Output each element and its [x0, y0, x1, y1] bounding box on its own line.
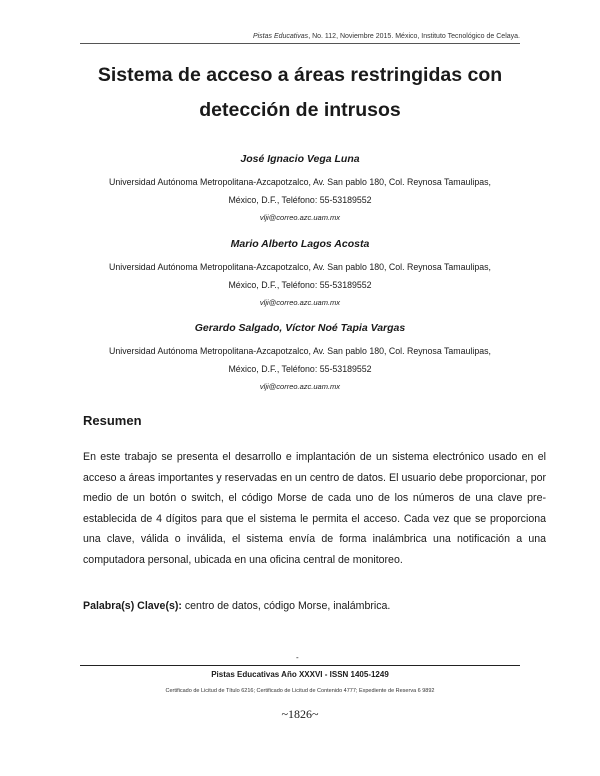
header-journal-name: Pistas Educativas	[252, 33, 309, 40]
author-affiliation-location: México, D.F., Teléfono: 55-53189552	[228, 280, 372, 290]
author-block-3	[60, 321, 540, 394]
author-block-1	[60, 152, 540, 225]
author-email: vlji@correo.azc.uam.mx	[259, 298, 341, 307]
author-email: vlji@correo.azc.uam.mx	[259, 382, 341, 391]
running-header	[80, 33, 520, 44]
author-affiliation-location: México, D.F., Teléfono: 55-53189552	[228, 195, 372, 205]
author-name: Mario Alberto Lagos Acosta	[230, 238, 370, 250]
author-affiliation: Universidad Autónoma Metropolitana-Azcapotzalco, Av. San pablo 180, Col. Reynosa Tamaulipas,	[109, 177, 491, 187]
header-issue-info: , No. 112, Noviembre 2015. México, Instituto Tecnológico de Celaya.	[308, 33, 520, 40]
footer-certificate-line: Certificado de Licitud de Título 6216; Certificado de Licitud de Contenido 4777; Expediente de Reserva 6 9892	[165, 688, 435, 694]
keywords-paragraph	[83, 598, 546, 614]
author-name: José Ignacio Vega Luna	[240, 153, 360, 165]
page-number: ~1826~	[281, 707, 319, 721]
footer-divider	[80, 665, 520, 666]
abstract-heading: Resumen	[83, 413, 142, 428]
footer-journal-line: Pistas Educativas Año XXXVI - ISSN 1405-1249	[211, 670, 389, 679]
footer-dash: -	[296, 653, 299, 662]
keywords-text: centro de datos, código Morse, inalámbrica.	[181, 600, 391, 612]
author-block-2	[60, 237, 540, 310]
author-affiliation: Universidad Autónoma Metropolitana-Azcapotzalco, Av. San pablo 180, Col. Reynosa Tamaulipas,	[109, 346, 491, 356]
paper-title: Sistema de acceso a áreas restringidas con detección de intrusos	[97, 64, 503, 121]
author-affiliation-location: México, D.F., Teléfono: 55-53189552	[228, 364, 372, 374]
keywords-label: Palabra(s) Clave(s):	[83, 600, 182, 612]
author-name: Gerardo Salgado, Víctor Noé Tapia Vargas	[194, 322, 406, 334]
author-affiliation: Universidad Autónoma Metropolitana-Azcapotzalco, Av. San pablo 180, Col. Reynosa Tamaulipas,	[109, 262, 491, 272]
author-email: vlji@correo.azc.uam.mx	[259, 213, 341, 222]
abstract-text: En este trabajo se presenta el desarrollo e implantación de un sistema electrónico usado en el acceso a áreas importantes y reservadas en un centro de datos. El usuario debe proporcionar, por medio de un botón o switch, el código Morse de cada uno de los números de una clave pre-establecida de 4 dígitos para que el sistema le permita el acceso. Cada vez que se proporciona una clave, válida o inválida, el sistema envía de forma inalámbrica una notificación a una computadora personal, ubicada en una oficina central de monitoreo.	[83, 451, 546, 566]
